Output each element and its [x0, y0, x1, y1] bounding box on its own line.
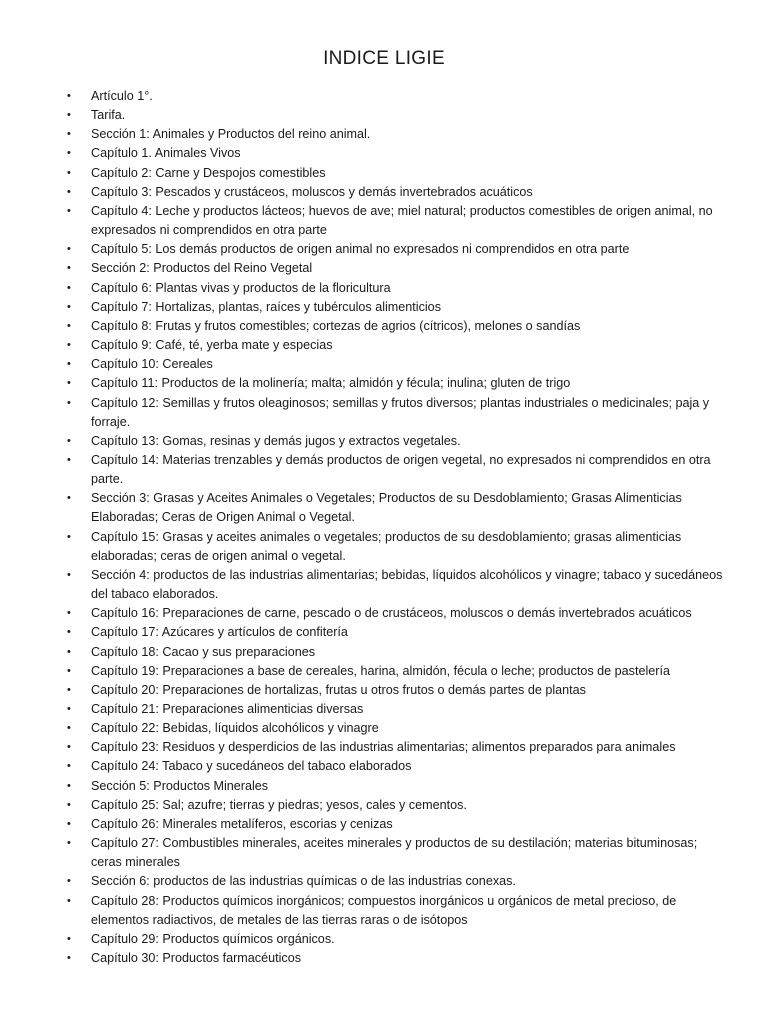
- bullet-icon: •: [67, 837, 71, 850]
- index-item: [67, 528, 727, 566]
- index-item-text: Capítulo 11: Productos de la molinería; malta; almidón y fécula; inulina; gluten de trigo: [91, 376, 571, 391]
- index-item-text: Capítulo 19: Preparaciones a base de cereales, harina, almidón, fécula o leche; productos de pastelería: [91, 663, 670, 678]
- index-list: [67, 87, 727, 968]
- bullet-icon: •: [67, 300, 71, 313]
- index-item-text: Capítulo 25: Sal; azufre; tierras y piedras; yesos, cales y cementos.: [91, 797, 467, 812]
- index-item-text: Capítulo 18: Cacao y sus preparaciones: [91, 644, 316, 659]
- index-item-text: Capítulo 21: Preparaciones alimenticias diversas: [91, 702, 364, 716]
- index-item: [67, 777, 727, 796]
- index-item: [67, 930, 727, 949]
- bullet-icon: •: [67, 204, 71, 217]
- index-item: [67, 144, 727, 163]
- index-item: [67, 796, 727, 815]
- bullet-icon: •: [67, 530, 71, 543]
- bullet-icon: •: [67, 358, 71, 371]
- bullet-icon: •: [67, 185, 71, 198]
- index-item-text: Capítulo 2: Carne y Despojos comestibles: [91, 165, 326, 180]
- index-item-text: Sección 3: Grasas y Aceites Animales o Vegetales; Productos de su Desdoblamiento; Grasas Alimenticias Elaboradas; Ceras de Origen Animal o Vegetal.: [91, 491, 682, 525]
- bullet-icon: •: [67, 90, 71, 102]
- index-item: [67, 336, 727, 355]
- index-item-text: Capítulo 28: Productos químicos inorgánicos; compuestos inorgánicos u orgánicos de metal precioso, de elementos radiactivos, de metales de las tierras raras o de isótopos: [91, 893, 677, 927]
- bullet-icon: •: [67, 703, 71, 715]
- index-item: [67, 834, 727, 872]
- bullet-icon: •: [67, 798, 71, 811]
- bullet-icon: •: [67, 607, 71, 620]
- index-item-text: Capítulo 1. Animales Vivos: [91, 146, 241, 161]
- index-item-text: Capítulo 13: Gomas, resinas y demás jugos y extractos vegetales.: [91, 433, 461, 448]
- bullet-icon: •: [67, 262, 71, 275]
- index-item: [67, 317, 727, 336]
- bullet-icon: •: [67, 894, 71, 907]
- bullet-icon: •: [67, 109, 71, 122]
- bullet-icon: •: [67, 319, 71, 332]
- bullet-icon: •: [67, 434, 71, 447]
- index-item: [67, 662, 727, 681]
- bullet-icon: •: [67, 741, 71, 754]
- index-item: [67, 125, 727, 144]
- index-item-text: Capítulo 26: Minerales metalíferos, escorias y cenizas: [91, 816, 393, 831]
- index-item: [67, 566, 727, 604]
- bullet-icon: •: [67, 932, 71, 945]
- index-item: [67, 374, 727, 393]
- index-item-text: Capítulo 29: Productos químicos orgánicos.: [91, 931, 335, 946]
- index-item-text: Capítulo 5: Los demás productos de origen animal no expresados ni comprendidos en otra parte: [91, 242, 630, 257]
- index-item: [67, 738, 727, 757]
- bullet-icon: •: [67, 453, 71, 466]
- bullet-icon: •: [67, 281, 71, 294]
- bullet-icon: •: [67, 817, 71, 830]
- index-item-text: Capítulo 30: Productos farmacéuticos: [91, 951, 302, 966]
- index-item-text: Sección 1: Animales y Productos del reino animal.: [91, 127, 371, 142]
- bullet-icon: •: [67, 779, 71, 792]
- index-item-text: Capítulo 20: Preparaciones de hortalizas, frutas u otros frutos o demás partes de plantas: [91, 682, 586, 697]
- index-item: [67, 87, 727, 106]
- index-item-text: Capítulo 12: Semillas y frutos oleaginosos; semillas y frutos diversos; plantas industriales o medicinales; paja y forraje.: [91, 395, 710, 429]
- index-item: [67, 757, 727, 776]
- index-item-text: Sección 4: productos de las industrias alimentarias; bebidas, líquidos alcohólicos y vinagre; tabaco y sucedáneos del tabaco elaborados.: [91, 567, 723, 602]
- index-item: [67, 949, 727, 968]
- index-item: [67, 106, 727, 125]
- index-item-text: Sección 2: Productos del Reino Vegetal: [91, 261, 313, 276]
- index-item-text: Capítulo 15: Grasas y aceites animales o vegetales; productos de su desdoblamiento; grasas alimenticias elaboradas; ceras de origen animal o vegetal.: [91, 529, 682, 563]
- bullet-icon: •: [67, 492, 71, 505]
- bullet-icon: •: [67, 147, 71, 160]
- index-item-text: Capítulo 6: Plantas vivas y productos de la floricultura: [91, 280, 391, 295]
- index-item-text: Capítulo 22: Bebidas, líquidos alcohólicos y vinagre: [91, 721, 379, 736]
- index-item-text: Capítulo 9: Café, té, yerba mate y especias: [91, 338, 333, 353]
- index-item: [67, 164, 727, 183]
- index-item: [67, 700, 727, 719]
- index-item: [67, 183, 727, 202]
- bullet-icon: •: [67, 396, 71, 409]
- index-item-text: Capítulo 27: Combustibles minerales, aceites minerales y productos de su destilación; materias bituminosas; ceras minerales: [91, 836, 698, 870]
- bullet-icon: •: [67, 875, 71, 888]
- index-item-text: Capítulo 14: Materias trenzables y demás productos de origen vegetal, no expresados ni comprendidos en otra parte.: [91, 452, 711, 487]
- index-item-text: Sección 5: Productos Minerales: [91, 778, 269, 793]
- index-item: [67, 432, 727, 451]
- bullet-icon: •: [67, 645, 71, 658]
- index-item: [67, 279, 727, 298]
- index-item: [67, 240, 727, 259]
- index-item-text: Sección 6: productos de las industrias químicas o de las industrias conexas.: [91, 874, 516, 889]
- index-item: [67, 259, 727, 278]
- index-item-text: Capítulo 3: Pescados y crustáceos, moluscos y demás invertebrados acuáticos: [91, 184, 533, 199]
- bullet-icon: •: [67, 568, 71, 581]
- bullet-icon: •: [67, 166, 71, 179]
- bullet-icon: •: [67, 760, 71, 773]
- index-item-text: Capítulo 10: Cereales: [91, 357, 213, 372]
- bullet-icon: •: [67, 664, 71, 677]
- index-item-text: Capítulo 16: Preparaciones de carne, pescado o de crustáceos, moluscos o demás invertebrados acuáticos: [91, 606, 692, 621]
- index-item: [67, 202, 727, 240]
- index-item-text: Capítulo 24: Tabaco y sucedáneos del tabaco elaborados: [91, 759, 412, 774]
- index-item: [67, 719, 727, 738]
- index-item: [67, 892, 727, 930]
- index-item: [67, 355, 727, 374]
- bullet-icon: •: [67, 683, 71, 696]
- index-item: [67, 489, 727, 527]
- index-item: [67, 623, 727, 642]
- bullet-icon: •: [67, 128, 71, 141]
- index-item-text: Tarifa.: [91, 108, 126, 123]
- index-item-text: Capítulo 17: Azúcares y artículos de confitería: [91, 625, 348, 640]
- index-item-text: Capítulo 7: Hortalizas, plantas, raíces y tubérculos alimenticios: [91, 299, 441, 314]
- index-item: [67, 394, 727, 432]
- index-item: [67, 872, 727, 891]
- bullet-icon: •: [67, 626, 71, 639]
- bullet-icon: •: [67, 377, 71, 390]
- page-title: INDICE LIGIE: [323, 48, 445, 69]
- index-item-text: Artículo 1°.: [91, 89, 153, 103]
- bullet-icon: •: [67, 722, 71, 735]
- index-item: [67, 681, 727, 700]
- bullet-icon: •: [67, 952, 71, 965]
- index-item: [67, 815, 727, 834]
- index-item-text: Capítulo 8: Frutas y frutos comestibles; cortezas de agrios (cítricos), melones o sandías: [91, 318, 581, 333]
- index-item: [67, 451, 727, 489]
- index-item-text: Capítulo 23: Residuos y desperdicios de las industrias alimentarias; alimentos preparados para animales: [91, 740, 676, 755]
- index-item: [67, 643, 727, 662]
- bullet-icon: •: [67, 243, 71, 256]
- index-item: [67, 604, 727, 623]
- index-item-text: Capítulo 4: Leche y productos lácteos; huevos de ave; miel natural; productos comestibles de origen animal, no expresados ni comprendidos en otra parte: [91, 203, 713, 238]
- bullet-icon: •: [67, 339, 71, 352]
- index-item: [67, 298, 727, 317]
